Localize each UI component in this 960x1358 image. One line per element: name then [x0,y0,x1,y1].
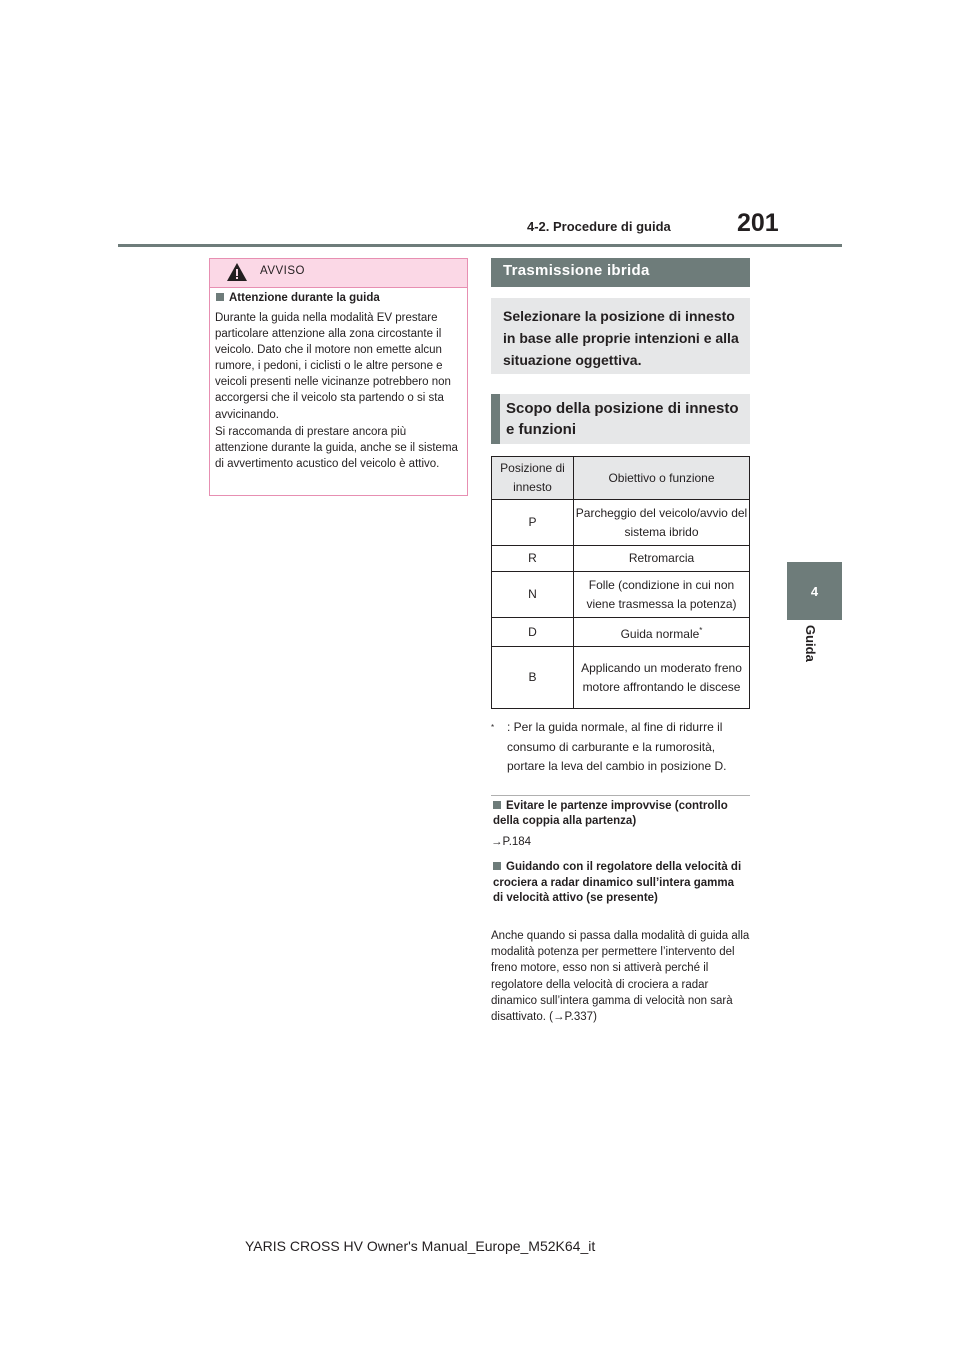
page-number: 201 [737,209,779,237]
function-cell: Folle (condizione in cui non viene trasmessa la potenza) [574,572,750,618]
note-heading-text: Evitare le partenze improvvise (controllo della coppia alla partenza) [493,800,728,827]
table-header-row [492,457,750,500]
position-cell: B [492,647,574,709]
position-cell: D [492,618,574,647]
table-header-cell: Obiettivo o funzione [574,457,750,500]
table-row [492,647,750,709]
footnote [491,718,750,777]
warning-paragraph: Si raccomanda di prestare ancora più attenzione durante la guida, anche se il sistema di avvertimento acustico del veicolo è attivo. [215,426,458,471]
warning-subheading [216,292,380,304]
function-cell: Applicando un moderato freno motore affrontando le discese [574,647,750,709]
footer-text: YARIS CROSS HV Owner's Manual_Europe_M52K64_it [245,1238,596,1254]
divider [491,795,750,796]
chapter-label: Guida [803,625,818,662]
position-cell: N [492,572,574,618]
note-body: Anche quando si passa dalla modalità di guida alla modalità potenza per permettere l’intervento del freno motore, esso non si attiverà perché il regolatore della velocità di crociera a radar dinamico sull’intera gamma di velocità non sarà disattivato. (→P.337) [491,930,750,1024]
warning-paragraph: Durante la guida nella modalità EV prestare particolare attenzione alla zona circostante il veicolo. Dato che il motore non emette alcun rumore, i pedoni, i ciclisti o le altre persone e veicoli presenti nelle vicinanze potrebbero non accorgersi che il veicolo sta partendo o si sta avvicinando. [215,312,451,421]
footnote-marker: * [699,625,703,635]
section-title-shift-positions: Scopo della posizione di innesto e funzioni [491,394,750,444]
chapter-tab[interactable] [787,562,842,620]
footnote-marker: * [491,723,495,732]
warning-title: AVVISO [260,265,305,277]
table-header-cell: Posizione di innesto [492,457,574,500]
function-cell [574,618,750,647]
function-text: Guida normale [620,626,700,641]
square-bullet-icon [493,801,501,809]
section-title-hybrid-transmission: Trasmissione ibrida [491,258,750,287]
section-header: 4-2. Procedure di guida [527,219,671,234]
header-rule [118,244,842,247]
warning-triangle-icon [226,262,248,282]
page-reference-link[interactable]: →P.184 [491,836,532,848]
square-bullet-icon [493,862,501,870]
footnote-text: : Per la guida normale, al fine di ridurre il consumo di carburante e la rumorosità, portare la leva del cambio in posizione D. [507,720,727,773]
function-cell: Parcheggio del veicolo/avvio del sistema ibrido [574,500,750,546]
table-row [492,618,750,647]
warning-subheading-text: Attenzione durante la guida [229,292,380,304]
intro-box: Selezionare la posizione di innesto in base alle proprie intenzioni e alla situazione oggettiva. [491,298,750,374]
warning-header [210,259,467,288]
chapter-number: 4 [810,583,819,599]
table-row [492,572,750,618]
note-heading [493,799,743,829]
square-bullet-icon [216,293,224,301]
note-heading-text: Guidando con il regolatore della velocità di crociera a radar dinamico sull’intera gamma di velocità attivo (se presente) [493,861,742,904]
table-row [492,500,750,546]
position-cell: P [492,500,574,546]
function-cell: Retromarcia [574,546,750,572]
note-heading [493,860,745,907]
position-cell: R [492,546,574,572]
table-row [492,546,750,572]
shift-position-table [491,456,750,709]
